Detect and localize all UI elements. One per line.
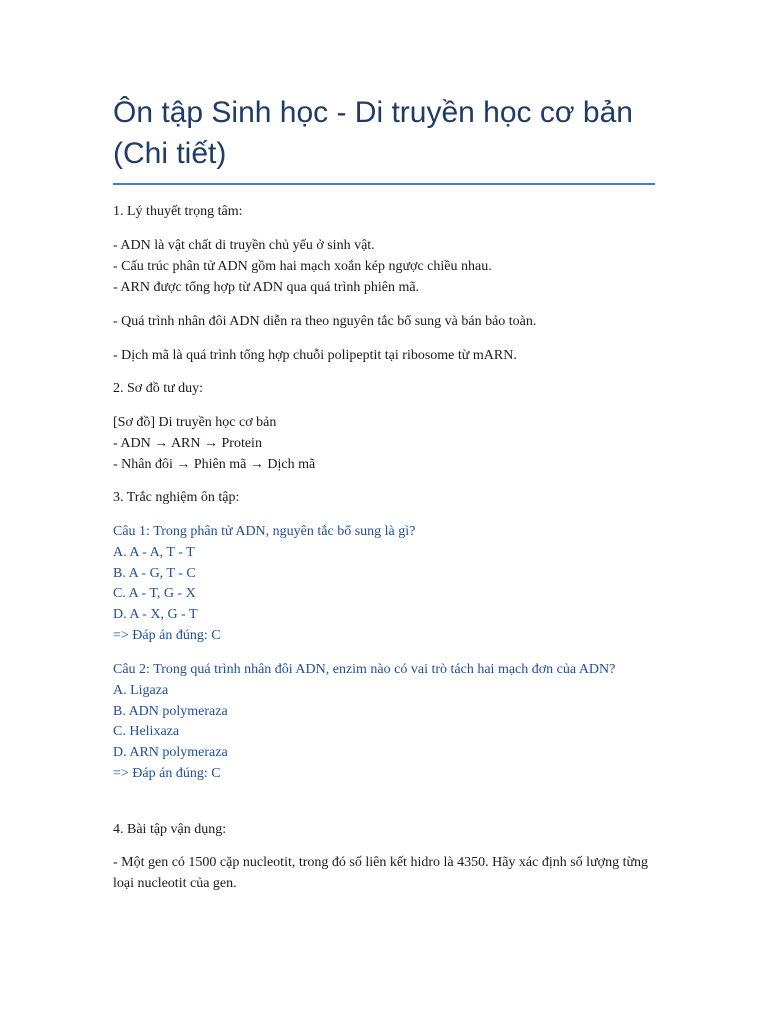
mindmap-line: - ADN → ARN → Protein (113, 435, 262, 451)
theory-line: - ARN được tổng hợp từ ADN qua quá trình phiên mã. (113, 279, 420, 295)
theory-line: - Cấu trúc phân tử ADN gồm hai mạch xoắn kép ngược chiều nhau. (113, 258, 492, 274)
answer-option: A. A - A, T - T (113, 544, 195, 560)
title-divider (113, 183, 655, 185)
section-heading-theory: 1. Lý thuyết trọng tâm: (113, 204, 243, 219)
answer-option: B. A - G, T - C (113, 565, 196, 581)
document-title: Ôn tập Sinh học - Di truyền học cơ bản (Chi tiết) (113, 96, 633, 170)
section-heading-mindmap: 2. Sơ đồ tư duy: (113, 381, 204, 396)
mindmap-block (113, 413, 315, 475)
correct-answer: => Đáp án đúng: C (113, 765, 221, 781)
question-text: Câu 2: Trong quá trình nhân đôi ADN, enzim nào có vai trò tách hai mạch đơn của ADN? (113, 662, 616, 677)
translation-paragraph: - Dịch mã là quá trình tổng hợp chuỗi polipeptit tại ribosome từ mARN. (113, 348, 517, 363)
answer-option: D. A - X, G - T (113, 607, 198, 623)
exercise-paragraph: - Một gen có 1500 cặp nucleotit, trong đó số liên kết hidro là 4350. Hãy xác định số lượng từng loại nucleotit của gen. (113, 855, 649, 891)
quiz-question-1 (113, 522, 415, 647)
document-page (113, 92, 658, 891)
quiz-question-2 (113, 660, 643, 785)
section-heading-quiz: 3. Trắc nghiệm ôn tập: (113, 490, 240, 505)
theory-line: - ADN là vật chất di truyền chủ yếu ở sinh vật. (113, 238, 375, 253)
theory-list (113, 236, 492, 298)
section-heading-exercise: 4. Bài tập vận dụng: (113, 822, 227, 837)
replication-paragraph: - Quá trình nhân đôi ADN diễn ra theo nguyên tắc bổ sung và bán bảo toàn. (113, 314, 537, 329)
answer-option: C. A - T, G - X (113, 586, 196, 602)
answer-option: C. Helixaza (113, 724, 180, 740)
correct-answer: => Đáp án đúng: C (113, 627, 221, 643)
answer-option: A. Ligaza (113, 682, 169, 698)
question-text: Câu 1: Trong phân tử ADN, nguyên tắc bổ sung là gì? (113, 524, 416, 539)
mindmap-line: - Nhân đôi → Phiên mã → Dịch mã (113, 456, 316, 472)
mindmap-line: [Sơ đồ] Di truyền học cơ bản (113, 415, 277, 430)
answer-option: B. ADN polymeraza (113, 703, 228, 719)
answer-option: D. ARN polymeraza (113, 745, 228, 761)
